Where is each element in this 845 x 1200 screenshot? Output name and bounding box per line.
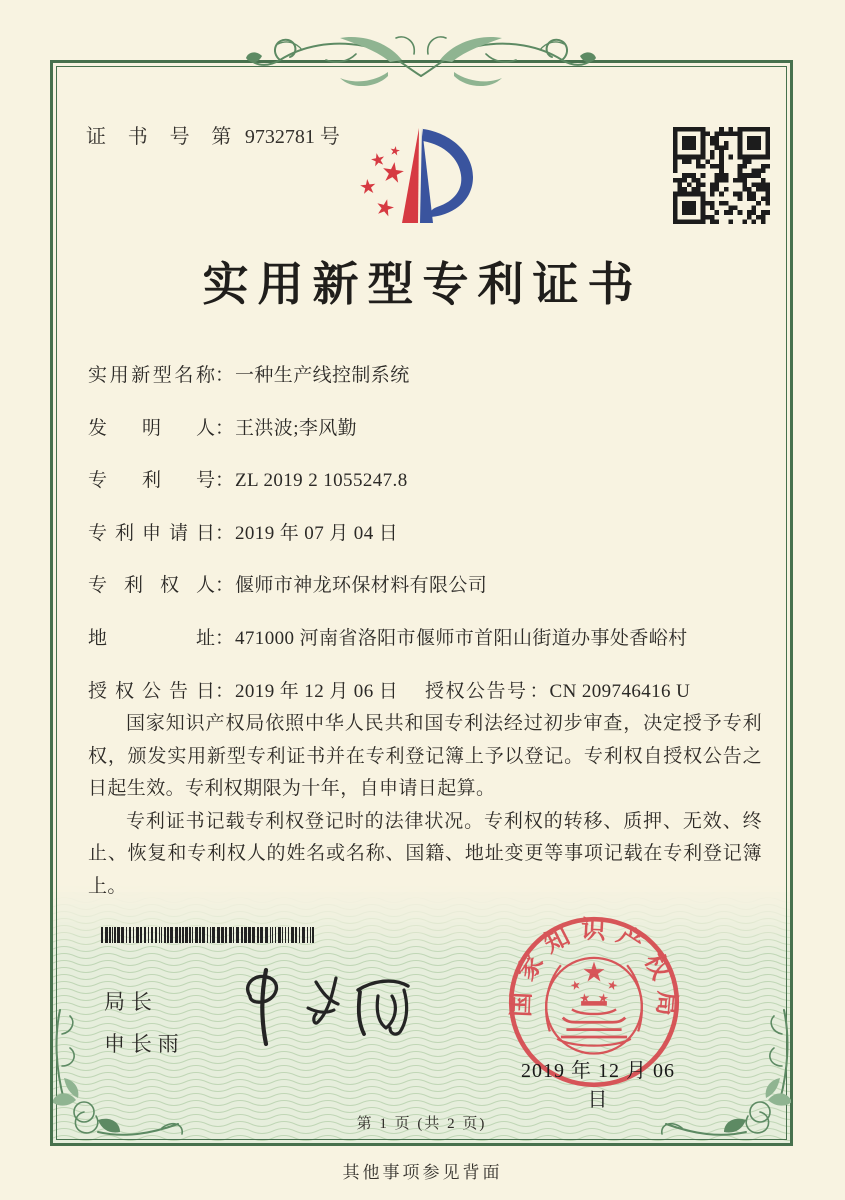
certificate-title: 实用新型专利证书 xyxy=(202,259,643,310)
field-value: 2019 年 07 月 04 日 xyxy=(235,522,399,544)
field-value: 偃师市神龙环保材料有限公司 xyxy=(235,575,488,597)
cert-no-number: 9732781 xyxy=(244,126,315,148)
field-label: 发明人 xyxy=(88,417,215,439)
field-row-name: 实用新型名称：一种生产线控制系统 xyxy=(88,360,760,413)
barcode xyxy=(101,927,317,943)
field-grant-number: 授权公告号 ：CN 209746416 U xyxy=(425,680,691,702)
legal-paragraph-1: 国家知识产权局依照中华人民共和国专利法经过初步审查，决定授予专利权，颁发实用新型专利证书并在专利登记簿上予以登记。专利权自授权公告之日起生效。专利权期限为十年，自申请日起算。 xyxy=(88,713,762,799)
field-value: 王洪波;李风勤 xyxy=(235,417,358,439)
commissioner-name: 申长雨 xyxy=(104,1032,185,1056)
certificate-fields xyxy=(88,360,760,728)
field-label: 专利权人 xyxy=(88,575,215,597)
seal-date: 2019 年 12 月 06 日 xyxy=(521,1060,675,1111)
field-value: ZL 2019 2 1055247.8 xyxy=(235,470,408,492)
legal-paragraph-2: 专利证书记载专利权登记时的法律状况。专利权的转移、质押、无效、终止、恢复和专利权人的姓名或名称、国籍、地址变更等事项记载在专利登记簿上。 xyxy=(88,810,762,897)
page-number: 第 1 页 (共 2 页) xyxy=(356,1116,487,1132)
field-value: CN 209746416 U xyxy=(549,680,691,702)
field-label: 授权公告号 xyxy=(425,680,528,702)
field-row-patentee: 专利权人：偃师市神龙环保材料有限公司 xyxy=(88,570,760,623)
commissioner-title: 局长 xyxy=(104,990,158,1014)
field-label: 授权公告日 xyxy=(88,680,215,702)
field-value: 2019 年 12 月 06 日 xyxy=(235,680,399,702)
field-row-inventor: 发明人：王洪波;李风勤 xyxy=(88,413,760,466)
legal-text xyxy=(88,708,762,903)
field-label: 专利号 xyxy=(88,470,215,492)
cnipa-logo-icon xyxy=(349,119,479,241)
cert-no-prefix: 证 书 号 第 xyxy=(86,126,240,148)
national-emblem-icon xyxy=(546,958,642,1054)
qr-code xyxy=(673,127,770,224)
field-row-address: 地址：471000 河南省洛阳市偃师市首阳山街道办事处香峪村 xyxy=(88,623,760,676)
field-label: 专利申请日 xyxy=(88,522,215,544)
field-row-patent-no: 专利号：ZL 2019 2 1055247.8 xyxy=(88,465,760,518)
field-label: 地址 xyxy=(88,627,215,649)
back-note: 其他事项参见背面 xyxy=(342,1163,503,1182)
seal-ring-text: 国家知识产权局 xyxy=(508,916,681,1026)
field-row-filing-date: 专利申请日：2019 年 07 月 04 日 xyxy=(88,518,760,571)
cert-no-suffix: 号 xyxy=(319,126,349,148)
signature-handwriting xyxy=(232,956,432,1056)
certificate-number xyxy=(86,120,348,149)
field-value: 一种生产线控制系统 xyxy=(235,365,410,386)
field-label: 实用新型名称 xyxy=(88,365,215,386)
dragon-ornament xyxy=(240,20,602,104)
field-value: 471000 河南省洛阳市偃师市首阳山街道办事处香峪村 xyxy=(235,627,688,649)
field-row-grant-date: 授权公告日：2019 年 12 月 06 日 授权公告号 ：CN 209746416 U xyxy=(88,676,760,729)
